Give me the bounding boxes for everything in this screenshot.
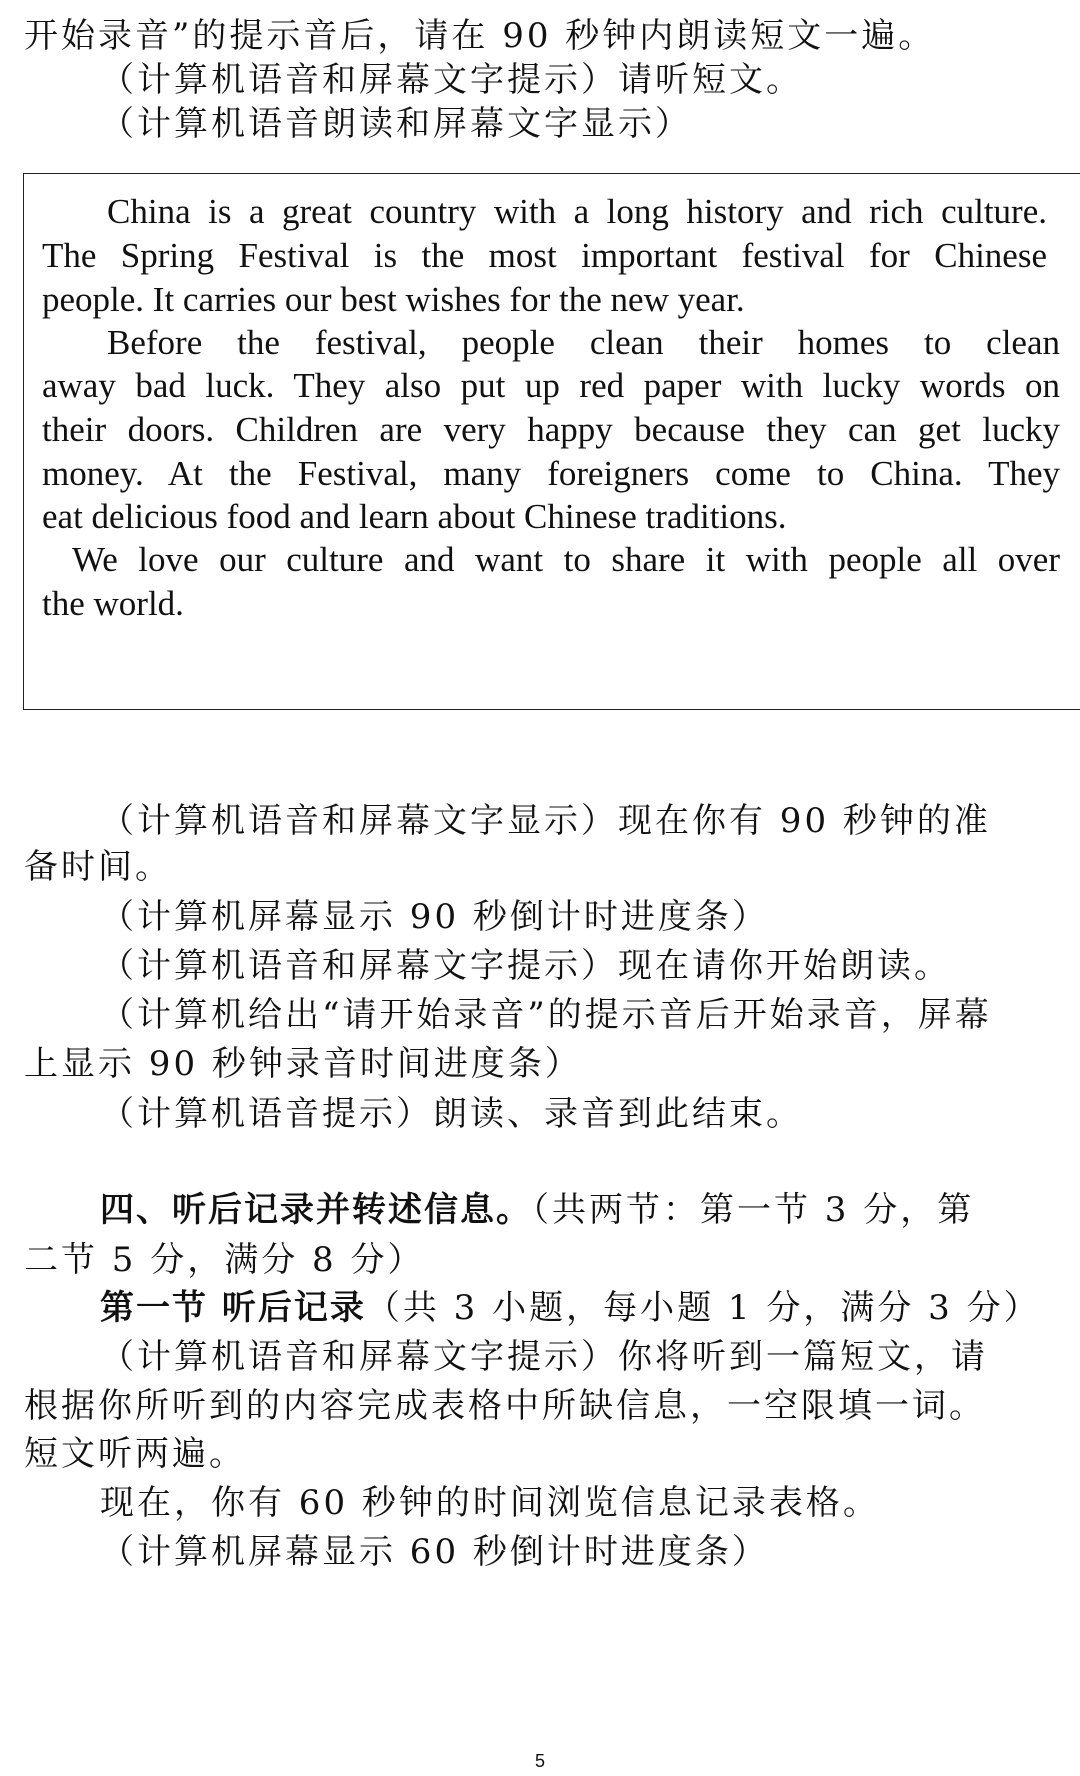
browse-line: 现在，你有 60 秒钟的时间浏览信息记录表格。 bbox=[100, 1483, 880, 1523]
page-number: 5 bbox=[534, 1751, 545, 1771]
instruction-line: 备时间。 bbox=[24, 847, 172, 887]
instruction-line: （计算机语音和屏幕文字提示）现在请你开始朗读。 bbox=[100, 946, 951, 986]
prompt-line: 根据你所听到的内容完成表格中所缺信息，一空限填一词。 bbox=[24, 1386, 986, 1426]
passage-line: China is a great country with a long history and rich culture. bbox=[107, 192, 1047, 231]
prompt-line: 短文听两遍。 bbox=[24, 1434, 246, 1474]
section-heading-note-line: 二节 5 分，满分 8 分） bbox=[24, 1240, 425, 1280]
part-one-title: 第一节 听后记录 bbox=[100, 1288, 366, 1328]
instruction-line: （计算机屏幕显示 90 秒倒计时进度条） bbox=[100, 897, 769, 937]
passage-line: Before the festival, people clean their homes to clean bbox=[107, 323, 1060, 362]
instruction-line: （计算机给出“请开始录音”的提示音后开始录音，屏幕 bbox=[100, 995, 992, 1035]
instruction-line: （计算机语音和屏幕文字显示）现在你有 90 秒钟的准 bbox=[100, 801, 991, 841]
instruction-line: 上显示 90 秒钟录音时间进度条） bbox=[24, 1044, 582, 1084]
intro-line: （计算机语音和屏幕文字提示）请听短文。 bbox=[100, 60, 803, 100]
passage-line: away bad luck. They also put up red paper with lucky words on bbox=[42, 366, 1060, 405]
section-heading-line bbox=[100, 1186, 1080, 1234]
passage-line: people. It carries our best wishes for the new year. bbox=[42, 280, 745, 319]
passage-line: We love our culture and want to share it with people all over bbox=[72, 540, 1060, 579]
passage-line: eat delicious food and learn about Chinese traditions. bbox=[42, 497, 787, 536]
instruction-line: （计算机语音提示）朗读、录音到此结束。 bbox=[100, 1094, 803, 1134]
passage-line: The Spring Festival is the most important festival for Chinese bbox=[42, 236, 1047, 275]
countdown-line: （计算机屏幕显示 60 秒倒计时进度条） bbox=[100, 1532, 769, 1572]
part-one-note: （共 3 小题，每小题 1 分，满分 3 分） bbox=[365, 1288, 1041, 1328]
part-one-title-line bbox=[100, 1284, 1080, 1332]
intro-line: （计算机语音朗读和屏幕文字显示） bbox=[100, 104, 692, 144]
passage-line: money. At the Festival, many foreigners come to China. They bbox=[42, 454, 1060, 493]
section-heading-note: （共两节：第一节 3 分，第 bbox=[532, 1190, 975, 1230]
prompt-line: （计算机语音和屏幕文字提示）你将听到一篇短文，请 bbox=[100, 1337, 988, 1377]
intro-line: 开始录音”的提示音后，请在 90 秒钟内朗读短文一遍。 bbox=[24, 16, 936, 56]
passage-line: their doors. Children are very happy because they can get lucky bbox=[42, 410, 1060, 449]
passage-line: the world. bbox=[42, 584, 184, 623]
section-heading: 四、听后记录并转述信息。 bbox=[100, 1190, 532, 1230]
